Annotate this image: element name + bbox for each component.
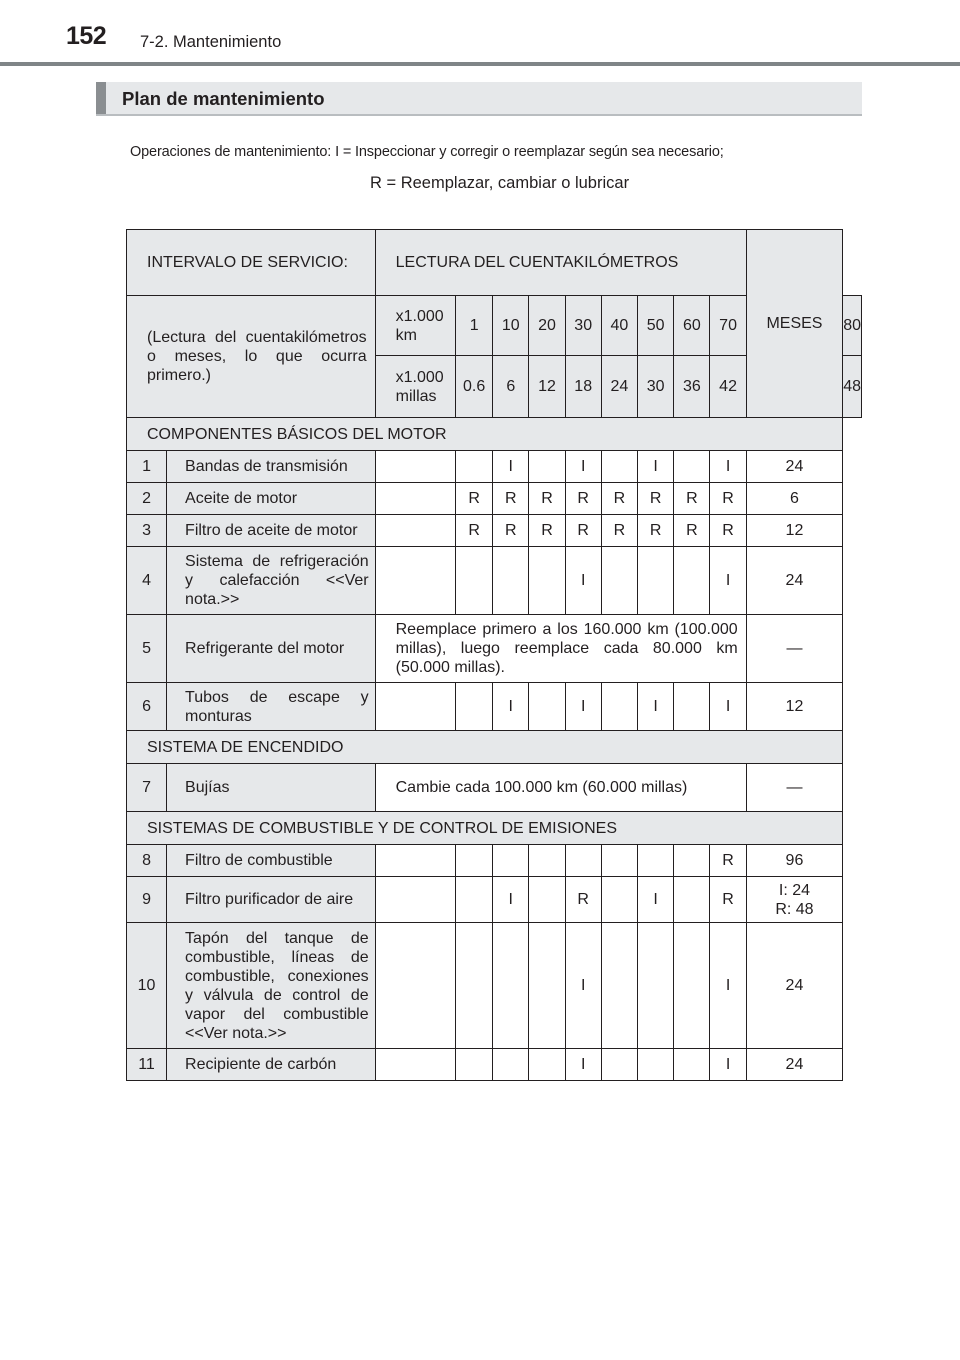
km-value-30: 30 bbox=[565, 296, 601, 356]
table-row bbox=[127, 923, 862, 1049]
miles-value-3: 18 bbox=[565, 356, 601, 418]
item-number: 9 bbox=[127, 877, 167, 923]
schedule-cell: R bbox=[710, 515, 746, 547]
operations-legend-line2: R = Reemplazar, cambiar o lubricar bbox=[370, 174, 630, 192]
schedule-cell: R bbox=[565, 483, 601, 515]
chapter-title: 7-2. Mantenimiento bbox=[140, 33, 282, 51]
schedule-cell bbox=[375, 515, 456, 547]
schedule-cell: I bbox=[710, 683, 746, 731]
item-name-cell bbox=[167, 845, 376, 877]
miles-value-0: 0.6 bbox=[456, 356, 493, 418]
miles-value-6: 36 bbox=[674, 356, 710, 418]
months-value: 24 bbox=[746, 1049, 843, 1081]
page-number: 152 bbox=[66, 22, 107, 50]
schedule-cell bbox=[493, 923, 529, 1049]
schedule-cell bbox=[456, 547, 493, 615]
schedule-cell: R bbox=[710, 845, 746, 877]
item-name-cell bbox=[167, 683, 376, 731]
months-value: 24 bbox=[746, 451, 843, 483]
table-row bbox=[127, 615, 862, 683]
item-name: Tapón del tanque de combustible, líneas de combustible, conexiones y válvula de control de vapor del combustible <<Ver nota.>> bbox=[185, 929, 369, 1042]
maintenance-schedule-table bbox=[126, 229, 862, 1081]
table-row bbox=[127, 1049, 862, 1081]
schedule-cell bbox=[601, 923, 637, 1049]
item-note: Reemplace primero a los 160.000 km (100.000 millas), luego reemplace cada 80.000 km (50.000 millas). bbox=[375, 615, 746, 683]
schedule-cell bbox=[674, 1049, 710, 1081]
category-label: COMPONENTES BÁSICOS DEL MOTOR bbox=[127, 418, 843, 451]
schedule-cell: R bbox=[601, 515, 637, 547]
item-name-cell bbox=[167, 451, 376, 483]
schedule-cell bbox=[529, 923, 565, 1049]
table-row bbox=[127, 451, 862, 483]
km-value-80: 80 bbox=[843, 296, 862, 356]
schedule-cell bbox=[638, 547, 674, 615]
miles-value-7: 42 bbox=[710, 356, 746, 418]
item-number: 4 bbox=[127, 547, 167, 615]
reading-note: (Lectura del cuentakilómetros o meses, lo que ocurra primero.) bbox=[147, 329, 367, 384]
schedule-cell bbox=[638, 1049, 674, 1081]
category-label: SISTEMAS DE COMBUSTIBLE Y DE CONTROL DE EMISIONES bbox=[127, 812, 843, 845]
months-value: 6 bbox=[746, 483, 843, 515]
table-row bbox=[127, 515, 862, 547]
operations-legend-line1: Operaciones de mantenimiento: I = Inspeccionar y corregir o reemplazar según sea necesario; bbox=[130, 144, 724, 160]
schedule-cell: R bbox=[601, 483, 637, 515]
schedule-cell: I bbox=[565, 547, 601, 615]
category-row bbox=[127, 418, 862, 451]
reading-note-cell bbox=[127, 296, 376, 418]
item-name-cell bbox=[167, 615, 376, 683]
months-value: 12 bbox=[746, 683, 843, 731]
schedule-cell bbox=[493, 1049, 529, 1081]
schedule-cell: R bbox=[493, 483, 529, 515]
schedule-cell: I bbox=[710, 547, 746, 615]
schedule-cell bbox=[674, 877, 710, 923]
section-underline bbox=[96, 114, 862, 116]
table-row bbox=[127, 877, 862, 923]
schedule-cell bbox=[674, 451, 710, 483]
months-value bbox=[746, 877, 843, 923]
schedule-cell: I bbox=[565, 1049, 601, 1081]
km-value-60: 60 bbox=[674, 296, 710, 356]
schedule-cell: R bbox=[456, 483, 493, 515]
item-name-cell bbox=[167, 483, 376, 515]
schedule-cell: R bbox=[529, 483, 565, 515]
months-value-line: R: 48 bbox=[775, 900, 814, 918]
schedule-cell bbox=[493, 845, 529, 877]
schedule-cell bbox=[375, 451, 456, 483]
km-value-20: 20 bbox=[529, 296, 565, 356]
schedule-cell: I bbox=[638, 877, 674, 923]
item-name: Bujías bbox=[185, 779, 230, 796]
schedule-cell bbox=[638, 845, 674, 877]
item-name: Filtro de aceite de motor bbox=[185, 522, 358, 539]
item-number: 7 bbox=[127, 764, 167, 812]
schedule-cell bbox=[456, 877, 493, 923]
item-name: Sistema de refrigeración y calefacción <<Ver nota.>> bbox=[185, 553, 369, 608]
miles-value-4: 24 bbox=[601, 356, 637, 418]
km-value-70: 70 bbox=[710, 296, 746, 356]
miles-value-1: 6 bbox=[493, 356, 529, 418]
item-name: Recipiente de carbón bbox=[185, 1056, 337, 1073]
interval-label-cell bbox=[127, 230, 376, 296]
item-name-cell bbox=[167, 515, 376, 547]
schedule-cell: I bbox=[565, 923, 601, 1049]
km-value-1: 1 bbox=[456, 296, 493, 356]
miles-value-5: 30 bbox=[638, 356, 674, 418]
schedule-cell bbox=[493, 547, 529, 615]
section-title: Plan de mantenimiento bbox=[122, 88, 325, 109]
table-row bbox=[127, 547, 862, 615]
schedule-cell bbox=[601, 877, 637, 923]
schedule-cell: R bbox=[710, 483, 746, 515]
category-row bbox=[127, 812, 862, 845]
item-name: Filtro de combustible bbox=[185, 852, 333, 869]
months-value: — bbox=[746, 615, 843, 683]
miles-value-2: 12 bbox=[529, 356, 565, 418]
item-name-cell bbox=[167, 764, 376, 812]
months-value: 24 bbox=[746, 547, 843, 615]
item-name: Tubos de escape y monturas bbox=[185, 688, 369, 725]
schedule-cell: R bbox=[674, 515, 710, 547]
schedule-cell bbox=[529, 683, 565, 731]
schedule-cell bbox=[375, 483, 456, 515]
schedule-cell bbox=[529, 547, 565, 615]
schedule-cell bbox=[375, 877, 456, 923]
schedule-cell bbox=[674, 923, 710, 1049]
schedule-cell: I bbox=[710, 451, 746, 483]
category-row bbox=[127, 731, 862, 764]
schedule-cell: R bbox=[529, 515, 565, 547]
schedule-cell: I bbox=[710, 923, 746, 1049]
schedule-cell bbox=[375, 845, 456, 877]
schedule-cell: I bbox=[710, 1049, 746, 1081]
section-header-bar bbox=[96, 82, 862, 116]
schedule-cell: R bbox=[638, 483, 674, 515]
schedule-cell bbox=[601, 1049, 637, 1081]
km-value-10: 10 bbox=[493, 296, 529, 356]
item-number: 10 bbox=[127, 923, 167, 1049]
item-name: Bandas de transmisión bbox=[185, 458, 348, 475]
schedule-cell bbox=[565, 845, 601, 877]
schedule-cell: I bbox=[638, 683, 674, 731]
schedule-cell bbox=[456, 845, 493, 877]
schedule-cell: R bbox=[565, 515, 601, 547]
schedule-cell: I bbox=[493, 451, 529, 483]
item-name-cell bbox=[167, 923, 376, 1049]
item-number: 6 bbox=[127, 683, 167, 731]
schedule-cell: R bbox=[456, 515, 493, 547]
months-value: 12 bbox=[746, 515, 843, 547]
schedule-cell bbox=[375, 683, 456, 731]
schedule-cell bbox=[375, 1049, 456, 1081]
schedule-cell bbox=[601, 845, 637, 877]
schedule-cell bbox=[375, 923, 456, 1049]
odometer-label: LECTURA DEL CUENTAKILÓMETROS bbox=[375, 230, 746, 296]
schedule-cell bbox=[529, 451, 565, 483]
item-name-cell bbox=[167, 877, 376, 923]
km-value-50: 50 bbox=[638, 296, 674, 356]
table-row bbox=[127, 483, 862, 515]
item-name: Filtro purificador de aire bbox=[185, 891, 354, 908]
schedule-cell bbox=[601, 547, 637, 615]
interval-label: INTERVALO DE SERVICIO: bbox=[147, 254, 348, 271]
item-name-cell bbox=[167, 1049, 376, 1081]
item-number: 8 bbox=[127, 845, 167, 877]
schedule-cell bbox=[601, 683, 637, 731]
item-number: 1 bbox=[127, 451, 167, 483]
item-name: Refrigerante del motor bbox=[185, 640, 345, 657]
schedule-cell: I bbox=[638, 451, 674, 483]
schedule-cell: I bbox=[493, 683, 529, 731]
item-number: 11 bbox=[127, 1049, 167, 1081]
miles-unit: x1.000 millas bbox=[375, 356, 456, 418]
header-rule bbox=[0, 62, 960, 66]
schedule-cell bbox=[529, 877, 565, 923]
schedule-cell: R bbox=[565, 877, 601, 923]
schedule-cell: R bbox=[710, 877, 746, 923]
item-name-cell bbox=[167, 547, 376, 615]
schedule-cell: I bbox=[565, 683, 601, 731]
item-name: Aceite de motor bbox=[185, 490, 298, 507]
schedule-cell bbox=[529, 845, 565, 877]
schedule-cell bbox=[456, 683, 493, 731]
months-label: MESES bbox=[746, 230, 843, 418]
schedule-cell: R bbox=[493, 515, 529, 547]
miles-value-8: 48 bbox=[843, 356, 862, 418]
item-number: 5 bbox=[127, 615, 167, 683]
schedule-cell bbox=[456, 923, 493, 1049]
table-row bbox=[127, 764, 862, 812]
header-row-interval bbox=[127, 230, 862, 296]
table-row bbox=[127, 845, 862, 877]
months-value: 24 bbox=[746, 923, 843, 1049]
schedule-cell bbox=[456, 451, 493, 483]
schedule-cell: I bbox=[493, 877, 529, 923]
schedule-cell bbox=[674, 845, 710, 877]
item-number: 3 bbox=[127, 515, 167, 547]
schedule-cell bbox=[638, 923, 674, 1049]
category-label: SISTEMA DE ENCENDIDO bbox=[127, 731, 843, 764]
schedule-cell bbox=[529, 1049, 565, 1081]
schedule-cell bbox=[456, 1049, 493, 1081]
item-number: 2 bbox=[127, 483, 167, 515]
km-value-40: 40 bbox=[601, 296, 637, 356]
schedule-cell bbox=[601, 451, 637, 483]
schedule-cell bbox=[674, 683, 710, 731]
schedule-cell bbox=[375, 547, 456, 615]
km-unit: x1.000 km bbox=[375, 296, 456, 356]
months-value-line: I: 24 bbox=[778, 881, 811, 899]
item-note: Cambie cada 100.000 km (60.000 millas) bbox=[375, 764, 746, 812]
schedule-cell: R bbox=[674, 483, 710, 515]
schedule-cell: R bbox=[638, 515, 674, 547]
schedule-cell: I bbox=[565, 451, 601, 483]
months-value: — bbox=[746, 764, 843, 812]
table-row bbox=[127, 683, 862, 731]
schedule-cell bbox=[674, 547, 710, 615]
months-value: 96 bbox=[746, 845, 843, 877]
